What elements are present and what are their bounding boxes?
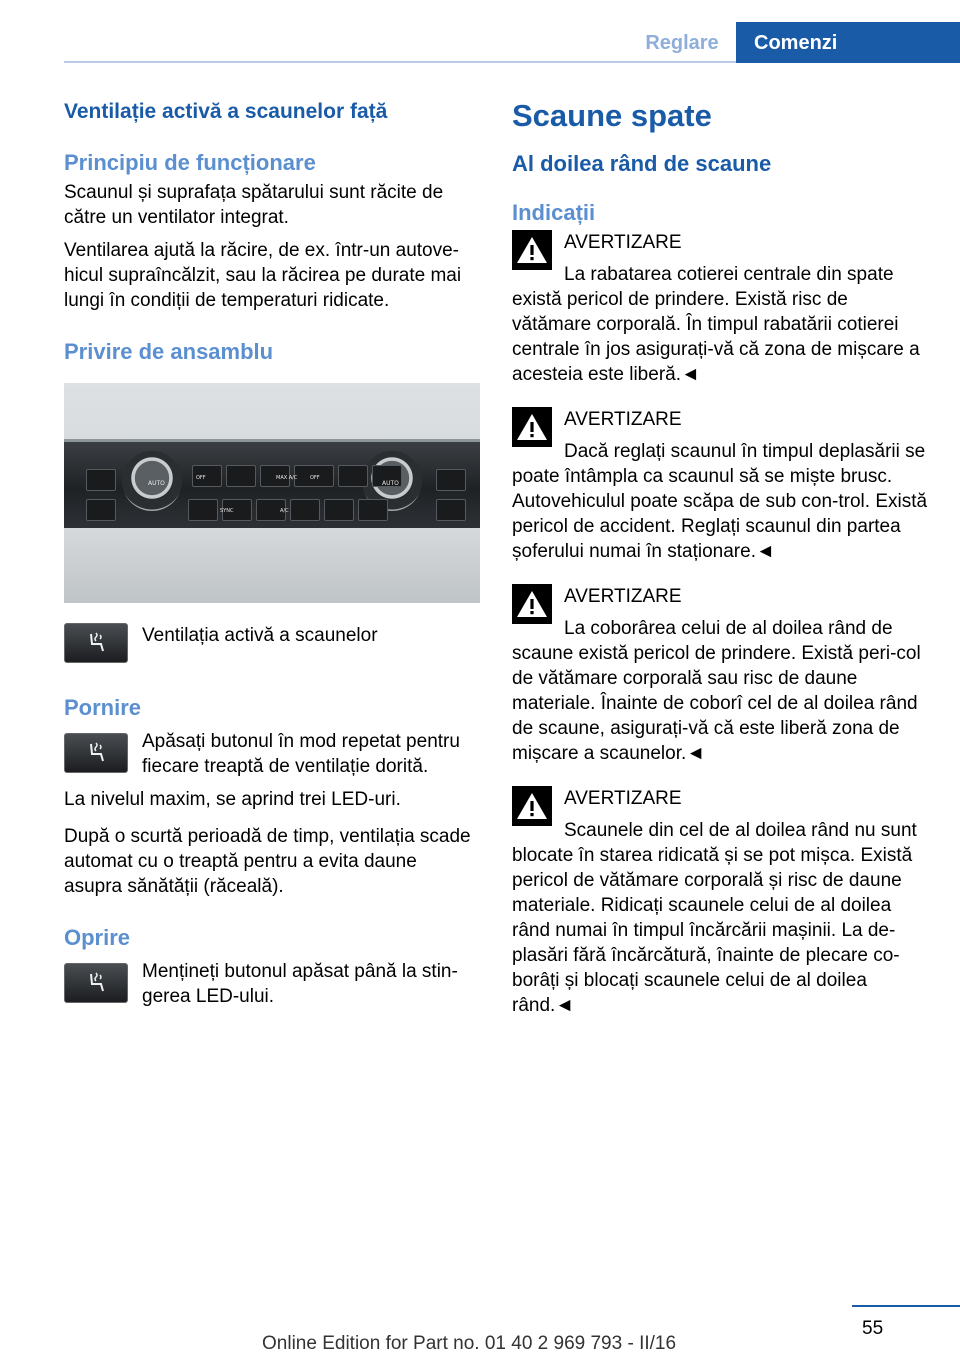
panel-label: OFF (310, 475, 320, 481)
tab-comenzi-label: Comenzi (754, 32, 838, 54)
warning-text: La coborârea celui de al doilea rând de scaune există pericol de prindere. Există peri-col de vătămare corporală sau risc de daune materiale. Înainte de coborî cel de al doilea rând de scaune, asigurați-vă că este liberă zona de mișcare a scaunelor.◄ (512, 618, 921, 764)
seat-ventilation-button-icon (64, 963, 128, 1003)
section-title: Ventilație activă a scaunelor față (64, 100, 388, 123)
warning-block (512, 786, 932, 1018)
panel-label: SYNC (220, 508, 234, 514)
warning-triangle-icon (512, 230, 552, 270)
edition-footer: Online Edition for Part no. 01 40 2 969 793 - II/16 (262, 1333, 677, 1354)
scaune-spate-title: Scaune spate (512, 98, 712, 133)
warning-text: La rabatarea cotierei centrale din spate există pericol de prindere. Există risc de vătămare corporală. În timpul rabatării cotierei centrale în jos asigurați-vă că zona de mișcare a acesteia este liberă.◄ (512, 264, 920, 385)
tab-comenzi[interactable] (736, 22, 960, 63)
warning-triangle-icon (512, 584, 552, 624)
tab-reglare[interactable]: Reglare (645, 32, 719, 54)
right-column (512, 96, 932, 1018)
ventilation-caption-row (64, 623, 480, 663)
warnings-list (512, 230, 932, 1018)
climate-panel-photo (64, 383, 480, 603)
principiu-heading: Principiu de funcționare (64, 150, 316, 175)
panel-label: OFF (196, 475, 206, 481)
warning-text: Dacă reglați scaunul în timpul deplasării se poate întâmpla ca scaunul să se miște brusc. Autovehiculul poate scăpa de sub con-trol. Există pericol de accident. Reglați scaunul din partea șoferului numai în staționare.◄ (512, 441, 928, 562)
panel-label: AUTO (148, 480, 165, 487)
panel-label: MAX A/C (276, 475, 298, 481)
ventilation-caption: Ventilația activă a scaunelor (142, 625, 378, 646)
warning-label: AVERTIZARE (564, 586, 682, 607)
seat-ventilation-button-icon (64, 733, 128, 773)
second-row-subtitle: Al doilea rând de scaune (512, 151, 772, 176)
warning-label: AVERTIZARE (564, 409, 682, 430)
warning-block (512, 230, 932, 387)
warning-triangle-icon (512, 407, 552, 447)
seat-ventilation-icon (83, 741, 109, 765)
privire-heading: Privire de ansamblu (64, 339, 274, 364)
panel-label: A/C (280, 508, 289, 514)
warning-text: Scaunele din cel de al doilea rând nu sunt blocate în starea ridicată și se pot mișca. Există pericol de vătămare corporală și risc de daune materiale. Ridicați scaunele celui de al doilea rând numai în timpul încărcării mașinii. La de-plasări fără încărcătură, înainte de plecare co-borâți și blocați scaunele celui de al doilea rând.◄ (512, 820, 917, 1016)
oprire-caption-row (64, 959, 480, 1009)
footer-rule (852, 1305, 960, 1307)
warning-triangle-icon (512, 786, 552, 826)
pornire-caption-row (64, 729, 480, 779)
pornire-heading: Pornire (64, 695, 142, 720)
seat-ventilation-icon (83, 631, 109, 655)
pornire-paragraph-1: La nivelul maxim, se aprind trei LED-uri. (64, 789, 401, 810)
page-number: 55 (862, 1318, 884, 1339)
indicatii-heading: Indicații (512, 200, 596, 225)
left-column (64, 96, 480, 1009)
oprire-caption: Mențineți butonul apăsat până la stin-gerea LED-ului. (142, 961, 458, 1007)
panel-labels (64, 383, 480, 603)
principiu-paragraph-1: Scaunul și suprafața spătarului sunt răcite de către un ventilator integrat. (64, 182, 444, 228)
seat-ventilation-button-icon (64, 623, 128, 663)
warning-block (512, 584, 932, 766)
pornire-caption: Apăsați butonul în mod repetat pentru fiecare treaptă de ventilație dorită. (142, 731, 460, 777)
panel-label: AUTO (382, 480, 399, 487)
warning-label: AVERTIZARE (564, 788, 682, 809)
warning-block (512, 407, 932, 564)
pornire-paragraph-2: După o scurtă perioadă de timp, ventilația scade automat cu o treaptă pentru a evita daune asupra sănătății (răceală). (64, 826, 471, 897)
warning-label: AVERTIZARE (564, 232, 682, 253)
principiu-paragraph-2: Ventilarea ajută la răcire, de ex. într-un autove-hicul supraîncălzit, sau la răcirea pe durate mai lungi în condiții de temperaturi ridicate. (64, 240, 462, 311)
oprire-heading: Oprire (64, 925, 131, 950)
seat-ventilation-icon (83, 971, 109, 995)
